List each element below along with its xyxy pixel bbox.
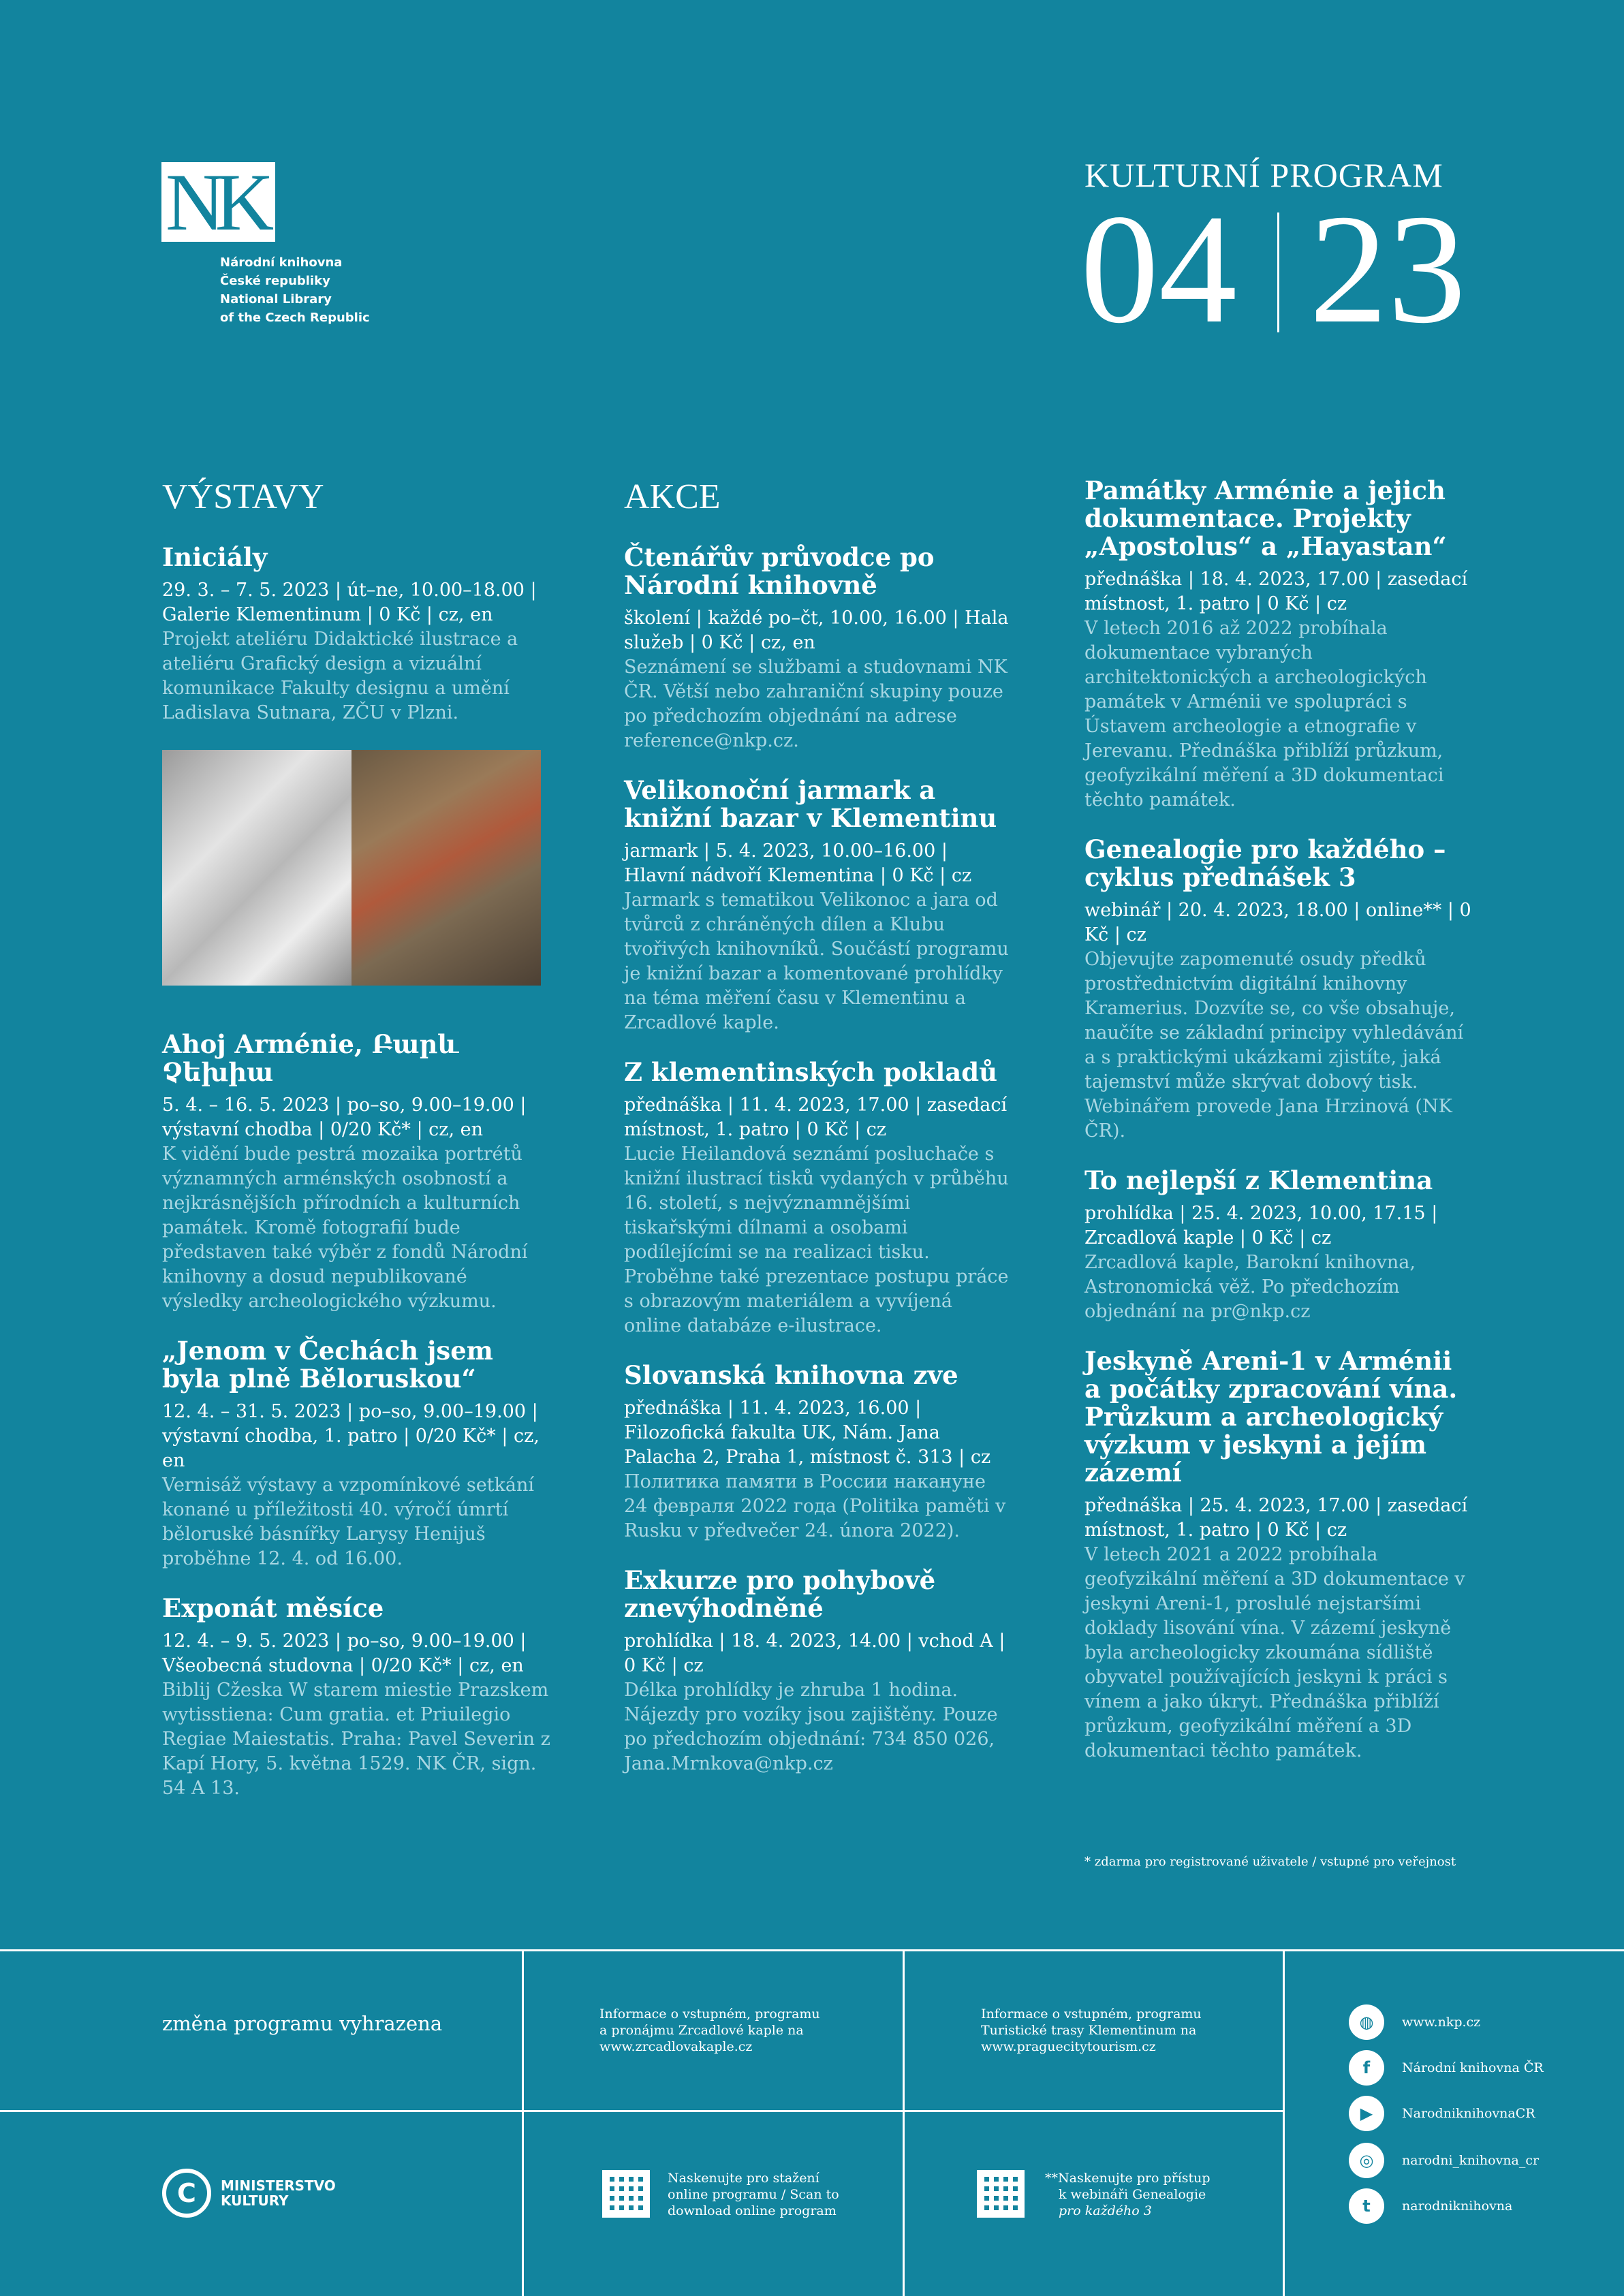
- event-meta: jarmark | 5. 4. 2023, 10.00–16.00 | Hlavní nádvoří Klementina | 0 Kč | cz: [624, 840, 972, 886]
- social-link-facebook[interactable]: [1349, 2050, 1544, 2086]
- ministry-c-icon: C: [162, 2169, 211, 2218]
- social-link-instagram[interactable]: [1349, 2143, 1539, 2178]
- qr-text-line: Naskenujte pro stažení: [668, 2171, 819, 2186]
- footer-middle-rule: [0, 2110, 1284, 2112]
- qr-text-line: k webináři Genealogie: [1059, 2187, 1206, 2202]
- event-description: Objevujte zapomenuté osudy předků prostřednictvím digitální knihovny Kramerius. Dozvíte se, co vše obsahuje, naučíte se základní principy vyhledávání a s praktickými ukázkami zjistíte, jaká tajemství může skrývat dobový tisk. Webinářem provede Jana Hrzinová (NK ČR).: [1084, 949, 1464, 1142]
- event-title: Iniciály: [162, 542, 268, 572]
- event-meta: přednáška | 11. 4. 2023, 16.00 | Filozofická fakulta UK, Nám. Jana Palacha 2, Praha 1, místnost č. 313 | cz: [624, 1398, 991, 1468]
- qr-text-line: pro každého 3: [1059, 2203, 1152, 2218]
- event-meta: přednáška | 11. 4. 2023, 17.00 | zasedací místnost, 1. patro | 0 Kč | cz: [624, 1095, 1008, 1140]
- qr-webinar-text: [1045, 2170, 1211, 2219]
- qr-text-line: download online program: [668, 2203, 837, 2218]
- event-item: [1084, 836, 1473, 1144]
- event-meta: webinář | 20. 4. 2023, 18.00 | online** | 0 Kč | cz: [1084, 900, 1471, 945]
- event-title: Genealogie pro každého – cyklus přednášek 3: [1084, 834, 1446, 892]
- kaple-info: [599, 2006, 820, 2055]
- footer-divider: [1283, 1949, 1285, 2296]
- library-name-line: of the Czech Republic: [220, 311, 370, 325]
- event-item: [162, 1594, 550, 1801]
- event-description: V letech 2016 až 2022 probíhala dokumentace vybraných architektonických a archeologických památek v Arménii ve spolupráci s Ústavem archeologie a etnografie v Jerevanu. Přednáška přiblíží průzkum, geofyzikální měření a 3D dokumentaci těchto památek.: [1084, 618, 1444, 811]
- event-item: [1084, 1347, 1473, 1763]
- program-change-notice: změna programu vyhrazena: [162, 2012, 443, 2035]
- info-line: Informace o vstupném, programu: [599, 2007, 820, 2022]
- event-item: [624, 1362, 1012, 1543]
- qr-text-line: **Naskenujte pro přístup: [1045, 2171, 1211, 2186]
- ministry-of-culture-logo: [162, 2169, 336, 2218]
- footer-divider: [903, 1949, 905, 2296]
- social-label: www.nkp.cz: [1402, 2015, 1481, 2030]
- info-line: Turistické trasy Klementinum na: [981, 2023, 1197, 2038]
- info-line: a pronájmu Zrcadlové kaple na: [599, 2023, 804, 2038]
- event-description: Projekt ateliéru Didaktické ilustrace a ateliéru Grafický design a vizuální komunikace Fakulty designu a umění Ladislava Sutnara, ZČU v Plzni.: [162, 629, 518, 723]
- section-heading-exhibitions: VÝSTAVY: [162, 477, 324, 516]
- event-item: [1084, 1167, 1473, 1324]
- event-title: Velikonoční jarmark a knižní bazar v Klementinu: [624, 775, 997, 833]
- youtube-icon: ▶: [1349, 2096, 1384, 2131]
- event-meta: 12. 4. – 9. 5. 2023 | po–so, 9.00–19.00 | Všeobecná studovna | 0/20 Kč* | cz, en: [162, 1631, 527, 1676]
- library-name-line: České republiky: [220, 274, 330, 288]
- social-link-twitter[interactable]: [1349, 2188, 1512, 2224]
- event-meta: prohlídka | 18. 4. 2023, 14.00 | vchod A | 0 Kč | cz: [624, 1631, 1005, 1676]
- nk-logo: NK: [161, 162, 275, 242]
- event-title: „Jenom v Čechách jsem byla plně Běloruskou“: [162, 1336, 493, 1394]
- social-label: narodniknihovna: [1402, 2199, 1513, 2214]
- social-label: narodni_knihovna_cr: [1402, 2153, 1540, 2168]
- event-item: [624, 776, 1012, 1035]
- exhibitions-column: [162, 477, 550, 1824]
- event-title: Ahoj Arménie, Բարև Չեխիա: [162, 1029, 459, 1087]
- event-title: Čtenářův průvodce po Národní knihovně: [624, 542, 935, 600]
- event-item: [624, 544, 1012, 753]
- event-meta: školení | každé po–čt, 10.00, 16.00 | Hala služeb | 0 Kč | cz, en: [624, 608, 1009, 653]
- event-title: Z klementinských pokladů: [624, 1057, 998, 1087]
- photo-3d-scan-half: [162, 750, 352, 986]
- event-description: K vidění bude pestrá mozaika portrétů významných arménských osobností a nejkrásnějších přírodních a kulturních památek. Kromě fotografií bude představen také výběr z fondů Národní knihovny a dosud nepublikované výsledky archeologického výzkumu.: [162, 1144, 528, 1312]
- library-name-line: Národní knihovna: [220, 255, 343, 270]
- social-label: NarodniknihovnaCR: [1402, 2106, 1535, 2121]
- event-description: Lucie Heilandová seznámí posluchače s knižní ilustrací tisků vydaných v průběhu 16. století, s nejvýznamnějšími tiskařskými dílnami a osobami podílejícími se na realizaci tisku. Proběhne také prezentace postupu práce s obrazovým materiálem a vyvíjená online databáze e-ilustrace.: [624, 1144, 1009, 1336]
- event-title: Slovanská knihovna zve: [624, 1360, 958, 1390]
- section-heading-events: AKCE: [624, 477, 721, 516]
- program-title: KULTURNÍ PROGRAM: [1084, 156, 1443, 194]
- lectures-column: [1084, 477, 1473, 1787]
- event-meta: 12. 4. – 31. 5. 2023 | po–so, 9.00–19.00 | výstavní chodba, 1. patro | 0/20 Kč* | cz, en: [162, 1401, 540, 1471]
- event-item: [1084, 477, 1473, 813]
- footer-top-rule: [0, 1949, 1624, 1951]
- event-title: Exkurze pro pohybově znevýhodněné: [624, 1565, 936, 1623]
- tourism-link[interactable]: www.praguecitytourism.cz: [981, 2039, 1156, 2054]
- event-description: Zrcadlová kaple, Barokní knihovna, Astronomická věž. Po předchozím objednání na pr@nkp.cz: [1084, 1252, 1416, 1322]
- event-meta: prohlídka | 25. 4. 2023, 10.00, 17.15 | Zrcadlová kaple | 0 Kč | cz: [1084, 1203, 1438, 1248]
- events-column: [624, 477, 1012, 1799]
- event-description: Jarmark s tematikou Velikonoc a jara od tvůrců z chráněných dílen a Klubu tvořivých knihovníků. Součástí programu je knižní bazar a komentované prohlídky na téma měření času v Klementinu a Zrcadlové kaple.: [624, 890, 1009, 1033]
- event-description: Seznámení se službami a studovnami NK ČR. Větší nebo zahraniční skupiny pouze po předchozím objednání na adrese reference@nkp.cz.: [624, 657, 1008, 751]
- qr-download-text: [668, 2170, 839, 2219]
- event-title: To nejlepší z Klementina: [1084, 1165, 1433, 1195]
- photo-aerial-half: [352, 750, 541, 986]
- footer-divider: [522, 1949, 524, 2296]
- event-meta: 29. 3. – 7. 5. 2023 | út–ne, 10.00–18.00 | Galerie Klementinum | 0 Kč | cz, en: [162, 580, 537, 625]
- event-meta: 5. 4. – 16. 5. 2023 | po–so, 9.00–19.00 | výstavní chodba | 0/20 Kč* | cz, en: [162, 1095, 527, 1140]
- event-description: Délka prohlídky je zhruba 1 hodina. Nájezdy pro vozíky jsou zajištěny. Pouze po předchozím objednání: 734 850 026, Jana.Mrnkova@nkp.cz: [624, 1680, 998, 1774]
- event-item: [624, 1058, 1012, 1338]
- armenia-monument-photo: [162, 750, 541, 986]
- program-year: 23: [1309, 182, 1466, 356]
- event-item: [162, 544, 550, 725]
- kaple-link[interactable]: www.zrcadlovakaple.cz: [599, 2039, 753, 2054]
- event-description: Политика памяти в России накануне 24 февраля 2022 года (Politika paměti v Rusku v předvečer 24. února 2022).: [624, 1471, 1006, 1541]
- trasy-info: [981, 2006, 1202, 2055]
- library-name: [220, 253, 370, 327]
- event-title: Památky Arménie a jejich dokumentace. Projekty „Apostolus“ a „Hayastan“: [1084, 475, 1447, 561]
- social-label: Národní knihovna ČR: [1402, 2060, 1544, 2075]
- ministry-line: KULTURY: [221, 2192, 289, 2209]
- event-description: Biblij Cžeska W starem miestie Prazskem wytisstiena: Cum gratia. et Priuilegio Regiae Maiestatis. Praha: Pavel Severin z Kapí Hory, 5. května 1529. NK ČR, sign. 54 A 13.: [162, 1680, 550, 1799]
- social-link-youtube[interactable]: [1349, 2096, 1535, 2131]
- event-item: [624, 1567, 1012, 1776]
- event-item: [162, 1337, 550, 1571]
- header-divider: [1277, 213, 1279, 332]
- event-meta: přednáška | 18. 4. 2023, 17.00 | zasedací místnost, 1. patro | 0 Kč | cz: [1084, 569, 1468, 614]
- event-title: Jeskyně Areni-1 v Arménii a počátky zpracování vína. Průzkum a archeologický výzkum v jeskyni a jejím zázemí: [1084, 1346, 1458, 1488]
- qr-text-line: online programu / Scan to: [668, 2187, 839, 2202]
- qr-code-download[interactable]: [602, 2170, 650, 2218]
- social-link-web[interactable]: [1349, 2004, 1480, 2040]
- library-name-line: National Library: [220, 292, 332, 306]
- event-description: V letech 2021 a 2022 probíhala geofyzikální měření a 3D dokumentace v jeskyni Areni-1, proslulé nejstaršími doklady lisování vína. V zázemí jeskyně byla archeologicky zkoumána sídliště obyvatel používajících jeskyni k práci s vínem a jako úkryt. Přednáška přiblíží průzkum, geofyzikální měření a 3D dokumentaci těchto památek.: [1084, 1544, 1465, 1761]
- info-line: Informace o vstupném, programu: [981, 2007, 1202, 2022]
- qr-code-webinar[interactable]: [977, 2170, 1025, 2218]
- ministry-line: MINISTERSTVO: [221, 2177, 336, 2194]
- instagram-icon: ◎: [1349, 2143, 1384, 2178]
- price-footnote: * zdarma pro registrované uživatele / vstupné pro veřejnost: [1084, 1855, 1456, 1869]
- event-item: [162, 1031, 550, 1314]
- globe-icon: ◍: [1349, 2004, 1384, 2040]
- program-month: 04: [1080, 182, 1237, 356]
- twitter-icon: t: [1349, 2188, 1384, 2224]
- event-description: Vernisáž výstavy a vzpomínkové setkání konané u příležitosti 40. výročí úmrtí běloruské básnířky Larysy Henijuš proběhne 12. 4. od 16.00.: [162, 1475, 535, 1569]
- event-title: Exponát měsíce: [162, 1593, 384, 1623]
- facebook-icon: f: [1349, 2050, 1384, 2086]
- event-meta: přednáška | 25. 4. 2023, 17.00 | zasedací místnost, 1. patro | 0 Kč | cz: [1084, 1495, 1468, 1541]
